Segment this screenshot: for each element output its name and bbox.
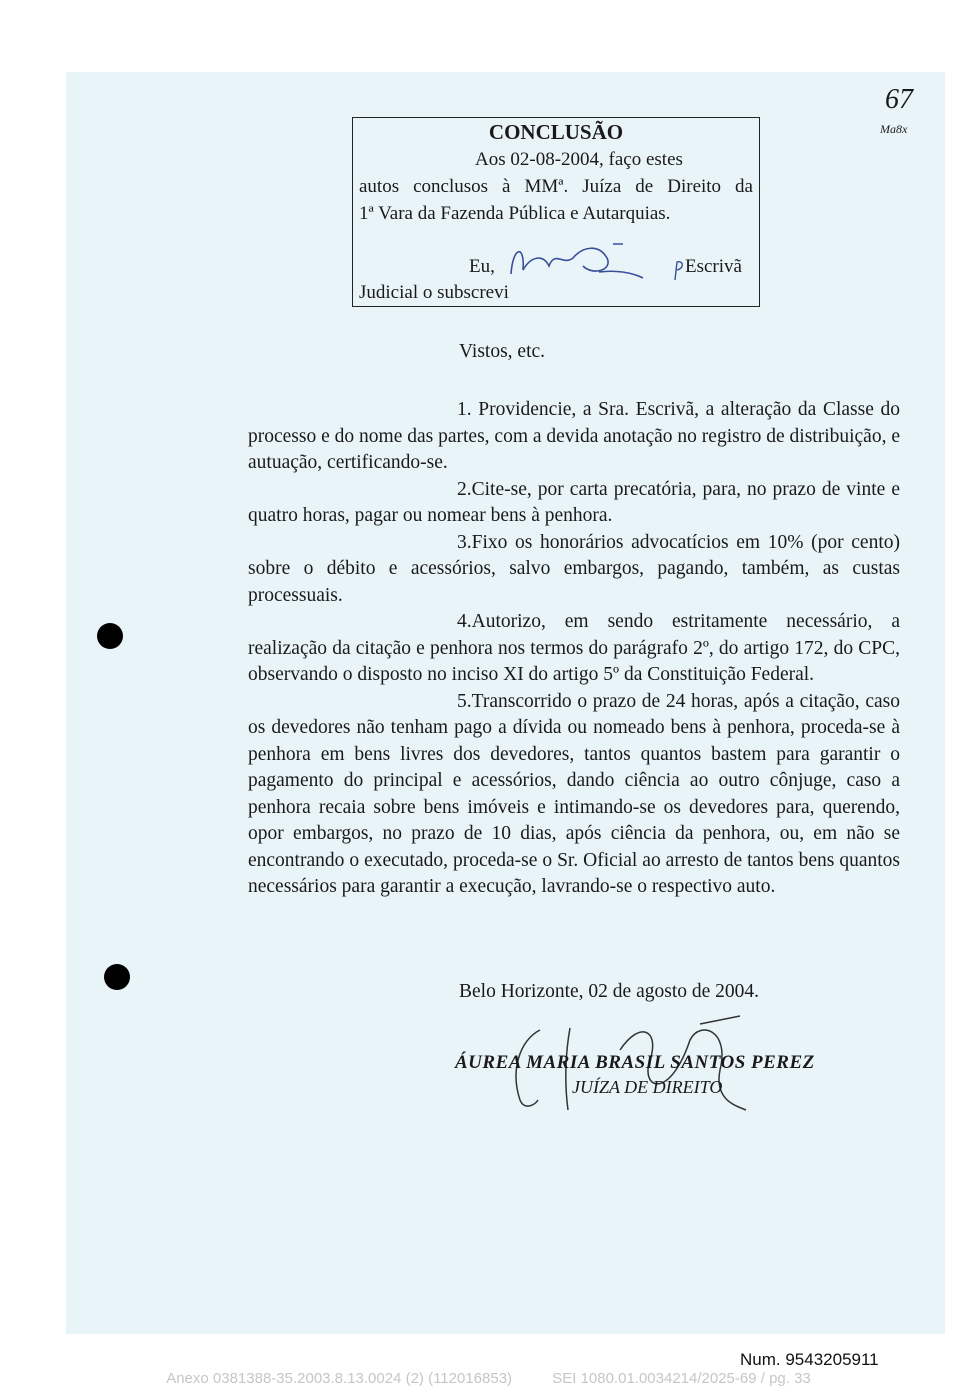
paragraph-1: 1. Providencie, a Sra. Escrivã, a alteração da Classe do processo e do nome das partes, com a devida anotação no registro de distribuição, e autuação, certificando-se. <box>248 399 900 473</box>
place-date: Belo Horizonte, 02 de agosto de 2004. <box>459 981 760 1002</box>
vistos: Vistos, etc. <box>459 341 546 362</box>
page-number: 67 <box>885 84 913 115</box>
footer <box>0 1370 977 1387</box>
conclusao-line-1: Aos 02-08-2004, faço estes <box>475 149 683 170</box>
conclusao-line-3: 1ª Vara da Fazenda Pública e Autarquias. <box>359 203 671 224</box>
page-number-rubric: Ma8x <box>880 122 908 136</box>
decision-body <box>248 397 900 901</box>
paragraph-5: 5.Transcorrido o prazo de 24 horas, após a citação, caso os devedores não tenham pago a dívida ou nomeado bens à penhora, proceda-se à penhora em bens livres dos devedores, tantos quantos bastem para garantir o pagamento do principal e acessórios, dando ciência ao outro cônjuge, caso a penhora recaia sobre bens imóveis e intimando-se os devedores para, querendo, opor embargos, no prazo de 10 dias, após ciência da penhora, ou, em não se encontrando o executado, proceda-se o Sr. Oficial ao arresto de tantos bens quantos necessários para garantir a execução, lavrando-se o respectivo auto. <box>248 690 900 897</box>
footer-sei: SEI 1080.01.0034214/2025-69 / pg. 33 <box>552 1370 811 1387</box>
paragraph-4: 4.Autorizo, em sendo estritamente necessário, a realização da citação e penhora nos termos do parágrafo 2º, do artigo 172, do CPC, observando o disposto no inciso XI do artigo 5º da Constituição Federal. <box>248 611 900 685</box>
conclusao-escriva: Escrivã <box>685 256 742 277</box>
conclusao-title: CONCLUSÃO <box>488 120 624 144</box>
escriva-signature <box>503 236 653 286</box>
punch-hole-bottom <box>104 964 130 990</box>
paragraph-3: 3.Fixo os honorários advocatícios em 10% (por cento) sobre o débito e acessórios, salvo embargos, pagando, também, as custas processuais. <box>248 531 900 606</box>
judge-title: JUÍZA DE DIREITO <box>572 1077 723 1097</box>
document-number: Num. 9543205911 <box>740 1350 879 1369</box>
conclusao-eu: Eu, <box>469 256 495 277</box>
judge-name: ÁUREA MARIA BRASIL SANTOS PEREZ <box>455 1052 815 1073</box>
footer-anexo: Anexo 0381388-35.2003.8.13.0024 (2) (112016853) <box>166 1370 513 1387</box>
paragraph-2: 2.Cite-se, por carta precatória, para, no prazo de vinte e quatro horas, pagar ou nomear bens à penhora. <box>248 478 900 526</box>
conclusao-line-2: autos conclusos à MMª. Juíza de Direito da <box>359 176 753 197</box>
conclusao-box <box>352 117 760 307</box>
punch-hole-top <box>97 623 123 649</box>
conclusao-subscrevi: Judicial o subscrevi <box>359 282 509 303</box>
